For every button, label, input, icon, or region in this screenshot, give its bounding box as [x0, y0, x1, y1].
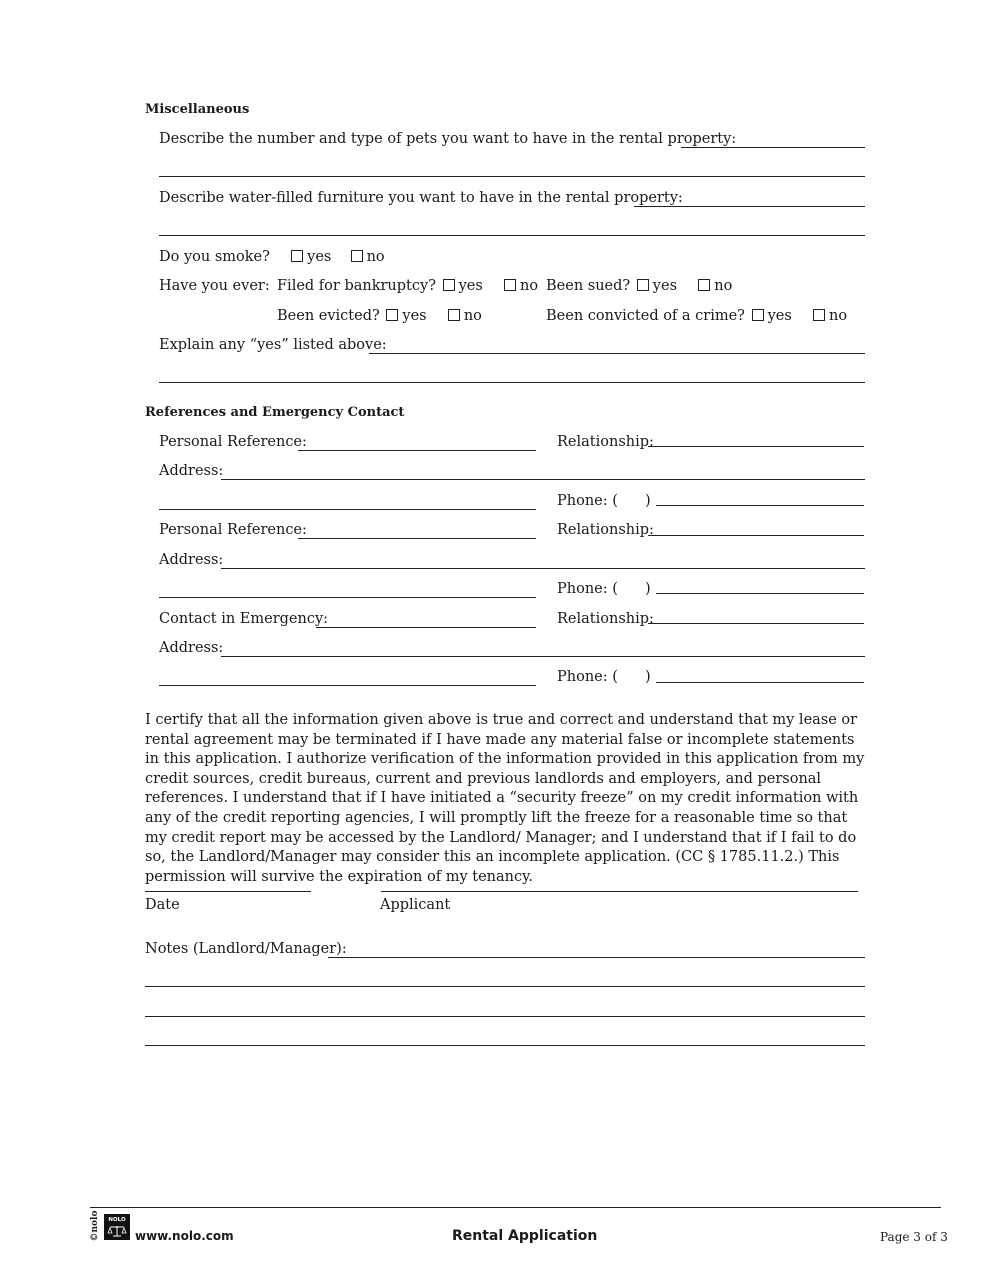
ref2-name-input[interactable] [298, 538, 536, 539]
ref2-address-input-2[interactable] [159, 597, 536, 598]
applicant-label: Applicant [380, 897, 451, 913]
nolo-logo-text: NOLO [108, 1217, 126, 1223]
notes-input-line-2[interactable] [145, 986, 865, 987]
sued-no-label: no [714, 278, 733, 294]
bankruptcy-row [277, 277, 538, 295]
crime-no-checkbox[interactable] [813, 309, 825, 321]
emergency-relationship-input[interactable] [648, 623, 864, 624]
sued-row [546, 277, 732, 295]
copyright-text: ©nolo [90, 1210, 100, 1242]
sued-label: Been sued? [546, 278, 631, 294]
crime-row [546, 307, 847, 325]
furniture-label: Describe water-filled furniture you want to have in the rental property: [159, 190, 683, 206]
crime-no-label: no [829, 308, 848, 324]
bankruptcy-label: Filed for bankruptcy? [277, 278, 436, 294]
smoke-no-checkbox[interactable] [351, 250, 363, 262]
copyright-mark [84, 1212, 106, 1242]
ref2-phone-label: Phone: ( [557, 581, 618, 597]
evicted-no-label: no [463, 308, 482, 324]
ref2-address-input-1[interactable] [221, 568, 865, 569]
emergency-address-label: Address: [159, 640, 224, 656]
sued-no-checkbox[interactable] [698, 279, 710, 291]
furniture-input-line-2[interactable] [159, 235, 865, 236]
explain-input-line-1[interactable] [369, 353, 865, 354]
ref2-phone-close: ) [645, 581, 651, 597]
date-label: Date [145, 897, 180, 913]
smoke-yes-label: yes [307, 249, 332, 265]
ref1-relationship-label: Relationship: [557, 434, 654, 450]
emergency-label: Contact in Emergency: [159, 611, 329, 627]
ref1-name-input[interactable] [298, 450, 536, 451]
evicted-yes-checkbox[interactable] [386, 309, 398, 321]
evicted-row [277, 307, 482, 325]
crime-yes-label: yes [767, 308, 792, 324]
ref2-label: Personal Reference: [159, 522, 307, 538]
nolo-logo [104, 1214, 130, 1240]
ref1-phone-label: Phone: ( [557, 493, 618, 509]
emergency-address-input-1[interactable] [221, 656, 865, 657]
notes-input-line-3[interactable] [145, 1016, 865, 1017]
footer-rule [90, 1207, 941, 1208]
evicted-yes-label: yes [402, 308, 427, 324]
explain-label: Explain any “yes” listed above: [159, 337, 387, 353]
have-you-ever-label: Have you ever: [159, 278, 270, 294]
refs-heading: References and Emergency Contact [145, 405, 405, 420]
pets-input-line-2[interactable] [159, 176, 865, 177]
scales-icon [107, 1225, 127, 1237]
certification-text: I certify that all the information given above is true and correct and understand that my lease or rental agreement may be terminated if I have made any material false or incomplete statements in this application. I authorize verification of the information provided in this application from my credit sources, credit bureaus, current and previous landlords and employers, and personal references. I understand that if I have initiated a “security freeze” on my credit information with any of the credit reporting agencies, I will promptly lift the freeze for a reasonable time so that my credit report may be accessed by the Landlord/ Manager; and I understand that if I fail to do so, the Landlord/Manager may consider this an incomplete application. (CC § 1785.11.2.) This permission will survive the expiration of my tenancy. [145, 712, 865, 885]
smoke-yes-checkbox[interactable] [291, 250, 303, 262]
date-signature-line[interactable] [145, 891, 311, 892]
ref1-address-input-2[interactable] [159, 509, 536, 510]
misc-heading: Miscellaneous [145, 102, 250, 117]
emergency-phone-label: Phone: ( [557, 669, 618, 685]
ref1-label: Personal Reference: [159, 434, 307, 450]
page-number: Page 3 of 3 [880, 1230, 948, 1244]
bankruptcy-yes-label: yes [458, 278, 483, 294]
footer-title: Rental Application [452, 1228, 598, 1244]
emergency-name-input[interactable] [316, 627, 536, 628]
ref1-address-label: Address: [159, 463, 224, 479]
ref2-relationship-label: Relationship: [557, 522, 654, 538]
notes-input-line-1[interactable] [328, 957, 865, 958]
bankruptcy-no-label: no [520, 278, 539, 294]
sued-yes-checkbox[interactable] [637, 279, 649, 291]
evicted-no-checkbox[interactable] [448, 309, 460, 321]
ref1-phone-close: ) [645, 493, 651, 509]
smoke-row [159, 248, 385, 266]
applicant-signature-line[interactable] [381, 891, 858, 892]
smoke-label: Do you smoke? [159, 249, 270, 265]
ref1-address-input-1[interactable] [221, 479, 865, 480]
ref1-relationship-input[interactable] [648, 446, 864, 447]
emergency-address-input-2[interactable] [159, 685, 536, 686]
ref2-phone-input[interactable] [656, 593, 864, 594]
bankruptcy-no-checkbox[interactable] [504, 279, 516, 291]
bankruptcy-yes-checkbox[interactable] [443, 279, 455, 291]
pets-label: Describe the number and type of pets you want to have in the rental property: [159, 131, 737, 147]
emergency-phone-input[interactable] [656, 682, 864, 683]
notes-label: Notes (Landlord/Manager): [145, 941, 347, 957]
emergency-relationship-label: Relationship: [557, 611, 654, 627]
website-link[interactable]: www.nolo.com [135, 1229, 234, 1243]
emergency-phone-close: ) [645, 669, 651, 685]
sued-yes-label: yes [652, 278, 678, 294]
ref1-phone-input[interactable] [656, 505, 864, 506]
explain-input-line-2[interactable] [159, 382, 865, 383]
evicted-label: Been evicted? [277, 308, 380, 324]
furniture-input-line-1[interactable] [634, 206, 865, 207]
pets-input-line-1[interactable] [681, 147, 865, 148]
notes-input-line-4[interactable] [145, 1045, 865, 1046]
crime-label: Been convicted of a crime? [546, 308, 745, 324]
smoke-no-label: no [366, 249, 385, 265]
ref2-address-label: Address: [159, 552, 224, 568]
ref2-relationship-input[interactable] [648, 535, 864, 536]
crime-yes-checkbox[interactable] [752, 309, 764, 321]
